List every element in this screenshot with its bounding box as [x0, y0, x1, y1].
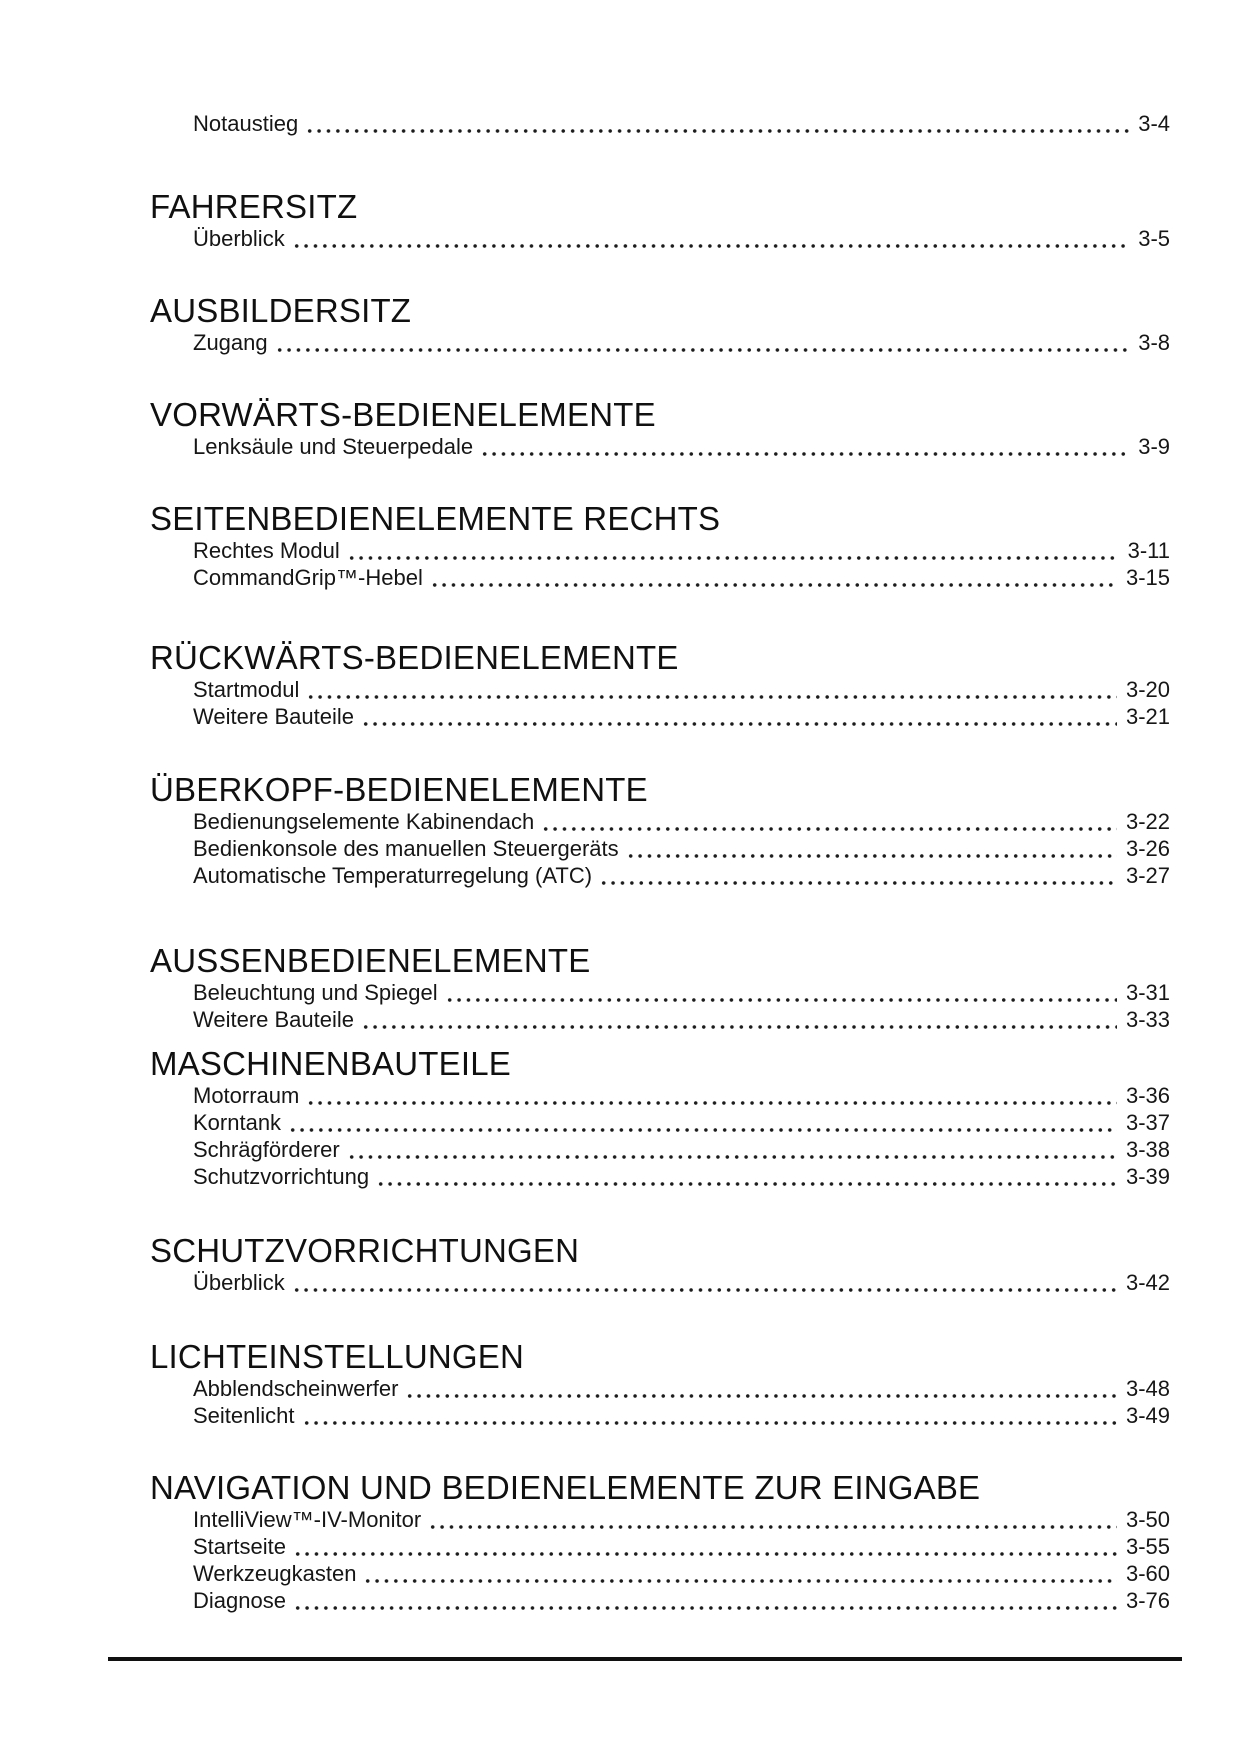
toc-entry: [150, 1163, 1170, 1190]
toc-entry: [150, 225, 1170, 252]
dot-leader: [292, 1269, 1117, 1296]
toc-entry-page-number: 3-9: [1138, 434, 1170, 459]
toc-entry-label: Seitenlicht: [193, 1403, 295, 1428]
toc-section-title: SEITENBEDIENELEMENTE RECHTS: [150, 500, 721, 537]
toc-entry-label: IntelliView™-IV-Monitor: [193, 1507, 422, 1532]
toc-section-title: NAVIGATION UND BEDIENELEMENTE ZUR EINGABE: [150, 1469, 981, 1506]
toc-entry: [150, 979, 1170, 1006]
toc-section-title: SCHUTZVORRICHTUNGEN: [150, 1232, 580, 1269]
toc-entry-page-number: 3-36: [1125, 1083, 1170, 1108]
toc-entry: [150, 537, 1170, 564]
toc-entry-label: Diagnose: [193, 1588, 286, 1613]
toc-section-title: LICHTEINSTELLUNGEN: [150, 1338, 525, 1375]
toc-section-ueberkopf-bedienelemente: [150, 771, 1170, 889]
toc-section-seitenbedienelemente-rechts: [150, 500, 1170, 591]
dot-leader: [363, 1560, 1117, 1587]
toc-entry-label: Schutzvorrichtung: [193, 1164, 370, 1189]
toc-entry: [150, 1402, 1170, 1429]
toc-entry-label: Weitere Bauteile: [193, 1007, 355, 1032]
dot-leader: [302, 1402, 1117, 1429]
dot-leader: [293, 1533, 1117, 1560]
toc-entry: [150, 676, 1170, 703]
dot-leader: [288, 1109, 1117, 1136]
toc-entry-page-number: 3-76: [1125, 1588, 1170, 1613]
dot-leader: [361, 1006, 1117, 1033]
toc-section-rueckwaerts-bedienelemente: [150, 639, 1170, 730]
toc-entry-label: Startseite: [193, 1534, 286, 1559]
toc-section-maschinenbauteile: [150, 1045, 1170, 1190]
toc-entry: [150, 1587, 1170, 1614]
toc-entry: [150, 1136, 1170, 1163]
toc-section-schutzvorrichtungen: [150, 1232, 1170, 1296]
toc-section-aussenbedienelemente: [150, 942, 1170, 1033]
dot-leader: [626, 835, 1117, 862]
toc-entry-label: Abblendscheinwerfer: [193, 1376, 399, 1401]
dot-leader: [293, 1587, 1117, 1614]
toc-entry: [150, 329, 1170, 356]
dot-leader: [599, 862, 1117, 889]
toc-entry-label: Notaustieg: [193, 111, 299, 136]
toc-entry: [150, 564, 1170, 591]
toc-entry-page-number: 3-31: [1125, 980, 1170, 1005]
toc-entry-label: Motorraum: [193, 1083, 300, 1108]
dot-leader: [445, 979, 1117, 1006]
toc-section-vorwaerts-bedienelemente: [150, 396, 1170, 460]
toc-entry: [150, 808, 1170, 835]
toc-entry-page-number: 3-42: [1125, 1270, 1170, 1295]
toc-entry-label: CommandGrip™-Hebel: [193, 565, 423, 590]
toc-entry-page-number: 3-22: [1125, 809, 1170, 834]
toc-entry-page-number: 3-11: [1127, 538, 1170, 563]
toc-section-title: RÜCKWÄRTS-BEDIENELEMENTE: [150, 639, 679, 676]
toc-entry-page-number: 3-27: [1125, 863, 1170, 888]
toc-entry-page-number: 3-15: [1125, 565, 1170, 590]
dot-leader: [347, 537, 1119, 564]
toc-section-title: ÜBERKOPF-BEDIENELEMENTE: [150, 771, 648, 808]
toc-entry: [150, 1269, 1170, 1296]
dot-leader: [275, 329, 1130, 356]
toc-entry-label: Überblick: [193, 1270, 285, 1295]
toc-entry-page-number: 3-60: [1125, 1561, 1170, 1586]
toc-entry: [150, 703, 1170, 730]
toc-section-fahrersitz: [150, 188, 1170, 252]
toc-entry-page-number: 3-21: [1125, 704, 1170, 729]
toc-entry-label: Automatische Temperaturregelung (ATC): [193, 863, 593, 888]
toc-entry-page-number: 3-20: [1125, 677, 1170, 702]
toc-entry-label: Startmodul: [193, 677, 300, 702]
toc-section-title: AUSBILDERSITZ: [150, 292, 412, 329]
toc-entry-page-number: 3-4: [1138, 111, 1170, 136]
toc-entry: [150, 1375, 1170, 1402]
toc-entry-label: Beleuchtung und Spiegel: [193, 980, 438, 1005]
toc-entry: [150, 110, 1170, 137]
toc-entry-label: Korntank: [193, 1110, 282, 1135]
toc-section-lichteinstellungen: [150, 1338, 1170, 1429]
toc-entry: [150, 1082, 1170, 1109]
toc-entry-label: Werkzeugkasten: [193, 1561, 357, 1586]
toc-section-title: AUSSENBEDIENELEMENTE: [150, 942, 591, 979]
footer-rule: [108, 1657, 1182, 1661]
toc-entry: [150, 433, 1170, 460]
toc-entry-label: Bedienkonsole des manuellen Steuergeräts: [193, 836, 619, 861]
dot-leader: [306, 1082, 1117, 1109]
dot-leader: [305, 110, 1129, 137]
toc-entry: [150, 835, 1170, 862]
toc-entry: [150, 1506, 1170, 1533]
dot-leader: [430, 564, 1117, 591]
toc-entry: [150, 1560, 1170, 1587]
toc-entry: [150, 1533, 1170, 1560]
toc-entry-page-number: 3-26: [1125, 836, 1170, 861]
toc-entry-page-number: 3-49: [1125, 1403, 1170, 1428]
dot-leader: [376, 1163, 1117, 1190]
toc-entry-page-number: 3-55: [1125, 1534, 1170, 1559]
dot-leader: [347, 1136, 1117, 1163]
toc-section-title: VORWÄRTS-BEDIENELEMENTE: [150, 396, 656, 433]
toc-entry-label: Bedienungselemente Kabinendach: [193, 809, 535, 834]
toc-entry-label: Lenksäule und Steuerpedale: [193, 434, 474, 459]
toc-entry: [150, 1006, 1170, 1033]
toc-entry-page-number: 3-50: [1125, 1507, 1170, 1532]
dot-leader: [361, 703, 1117, 730]
toc-entry-label: Weitere Bauteile: [193, 704, 355, 729]
dot-leader: [428, 1506, 1117, 1533]
toc-entry-page-number: 3-33: [1125, 1007, 1170, 1032]
toc-entry-page-number: 3-39: [1125, 1164, 1170, 1189]
toc-entry: [150, 1109, 1170, 1136]
toc-entry-label: Rechtes Modul: [193, 538, 340, 563]
toc-section-title: FAHRERSITZ: [150, 188, 358, 225]
toc-entry-page-number: 3-38: [1125, 1137, 1170, 1162]
toc-section-navigation-und-eingabe: [150, 1469, 1170, 1614]
toc-entry-label: Überblick: [193, 226, 285, 251]
toc-entry-label: Schrägförderer: [193, 1137, 340, 1162]
toc-entry-page-number: 3-8: [1138, 330, 1170, 355]
toc-orphan-block: [150, 110, 1170, 137]
toc-entry-page-number: 3-5: [1138, 226, 1170, 251]
dot-leader: [405, 1375, 1116, 1402]
toc-entry: [150, 862, 1170, 889]
toc-section-ausbildersitz: [150, 292, 1170, 356]
toc-entry-page-number: 3-37: [1125, 1110, 1170, 1135]
dot-leader: [306, 676, 1117, 703]
dot-leader: [292, 225, 1130, 252]
dot-leader: [541, 808, 1117, 835]
dot-leader: [480, 433, 1129, 460]
toc-entry-label: Zugang: [193, 330, 268, 355]
toc-entry-page-number: 3-48: [1125, 1376, 1170, 1401]
toc-section-title: MASCHINENBAUTEILE: [150, 1045, 511, 1082]
